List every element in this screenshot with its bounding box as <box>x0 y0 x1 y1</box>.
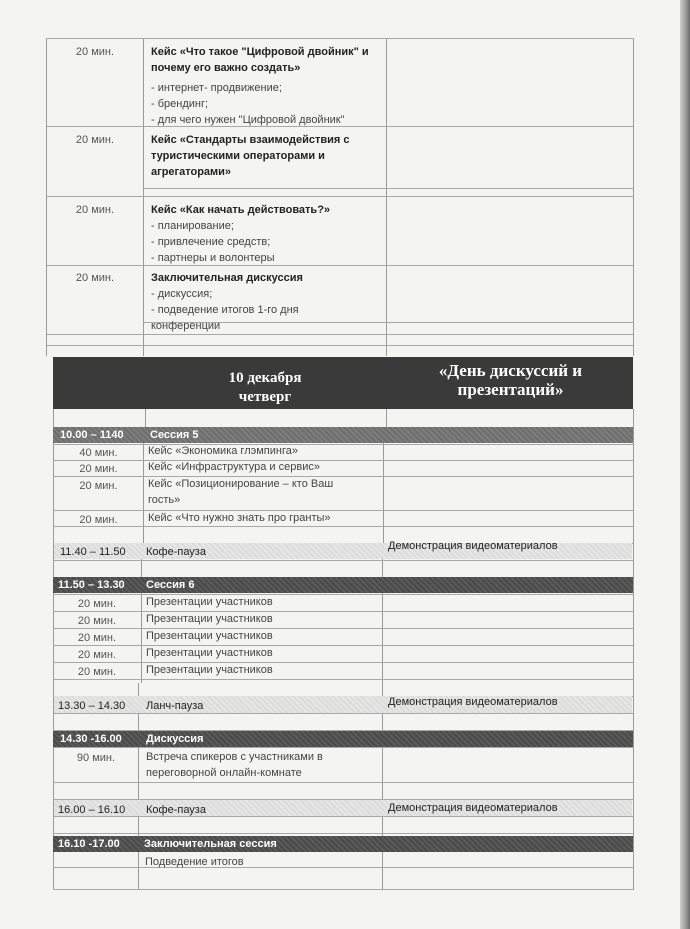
case-item: - дискуссия; <box>151 288 213 300</box>
case-item: - партнеры и волонтеры <box>151 252 275 264</box>
duration: 20 мин. <box>79 463 118 475</box>
duration: 20 мин. <box>77 649 117 661</box>
session-header-bar <box>53 836 633 852</box>
case-item: - планирование; <box>151 220 234 232</box>
break-time: 16.00 – 16.10 <box>58 804 126 816</box>
duration: 20 мин. <box>77 598 117 610</box>
case-item: - привлечение средств; <box>151 236 271 248</box>
page-edge-shadow <box>680 0 690 929</box>
session-header-bar <box>53 577 633 593</box>
break-label: Кофе-пауза <box>146 804 206 816</box>
session-time: 16.10 -17.00 <box>58 838 120 850</box>
case-item: - брендинг; <box>151 98 209 110</box>
presentation-label: Презентации участников <box>146 596 273 608</box>
case-title: Кейс «Что нужно знать про гранты» <box>148 512 331 524</box>
case-title: Кейс «Экономика глэмпинга» <box>148 445 298 457</box>
session-header-bar <box>53 427 633 443</box>
session-time: 11.50 – 13.30 <box>58 579 125 591</box>
day-theme <box>388 361 633 399</box>
final-text: Подведение итогов <box>145 856 244 868</box>
session-time: 14.30 -16.00 <box>60 733 122 745</box>
break-note: Демонстрация видеоматериалов <box>388 540 558 552</box>
duration: 20 мин. <box>77 666 117 678</box>
day-date <box>145 369 385 407</box>
break-label: Ланч-пауза <box>146 700 204 712</box>
session-time: 10.00 – 1140 <box>60 429 124 441</box>
break-label: Кофе-пауза <box>146 546 206 558</box>
duration: 20 мин. <box>79 480 118 492</box>
duration: 20 мин. <box>75 46 115 58</box>
case-item: - интернет- продвижение; <box>151 82 282 94</box>
duration: 40 мин. <box>79 447 118 459</box>
duration: 20 мин. <box>77 615 117 627</box>
weekday-line: четверг <box>238 389 292 405</box>
session-title: Сессия 6 <box>146 579 195 591</box>
break-note: Демонстрация видеоматериалов <box>388 696 558 708</box>
presentation-label: Презентации участников <box>146 613 273 625</box>
case-title: Кейс «Стандарты взаимодействия с туристическими операторами и агрегаторами» <box>151 134 350 178</box>
case-item: - подведение итогов 1-го дня конференции <box>151 304 299 332</box>
duration: 20 мин. <box>75 204 115 216</box>
session-title: Дискуссия <box>146 733 204 745</box>
discussion-text: переговорной онлайн-комнате <box>146 767 302 779</box>
case-title: Кейс «Позиционирование – кто Ваш гость» <box>148 478 334 506</box>
duration: 20 мин. <box>77 632 117 644</box>
break-time: 11.40 – 11.50 <box>60 546 126 558</box>
case-item: - для чего нужен "Цифровой двойник" <box>151 114 345 126</box>
discussion-text: Встреча спикеров с участниками в <box>146 751 323 763</box>
duration: 20 мин. <box>75 272 115 284</box>
duration: 20 мин. <box>75 134 115 146</box>
break-note: Демонстрация видеоматериалов <box>388 802 558 814</box>
session-header-bar <box>53 731 633 747</box>
case-title: Кейс «Что такое "Цифровой двойник" и почему его важно создать» <box>151 46 369 74</box>
theme-line: презентаций» <box>457 380 564 399</box>
break-time: 13.30 – 14.30 <box>58 700 126 712</box>
presentation-label: Презентации участников <box>146 664 273 676</box>
session-title: Заключительная сессия <box>144 838 277 850</box>
session-title: Сессия 5 <box>150 429 199 441</box>
presentation-label: Презентации участников <box>146 630 273 642</box>
case-title: Кейс «Как начать действовать?» <box>151 204 331 216</box>
date-line: 10 декабря <box>228 370 302 386</box>
theme-line: «День дискуссий и <box>438 361 583 380</box>
duration: 90 мин. <box>76 752 116 764</box>
duration: 20 мин. <box>79 514 118 526</box>
case-title: Заключительная дискуссия <box>151 272 303 284</box>
case-title: Кейс «Инфраструктура и сервис» <box>148 461 320 473</box>
presentation-label: Презентации участников <box>146 647 273 659</box>
